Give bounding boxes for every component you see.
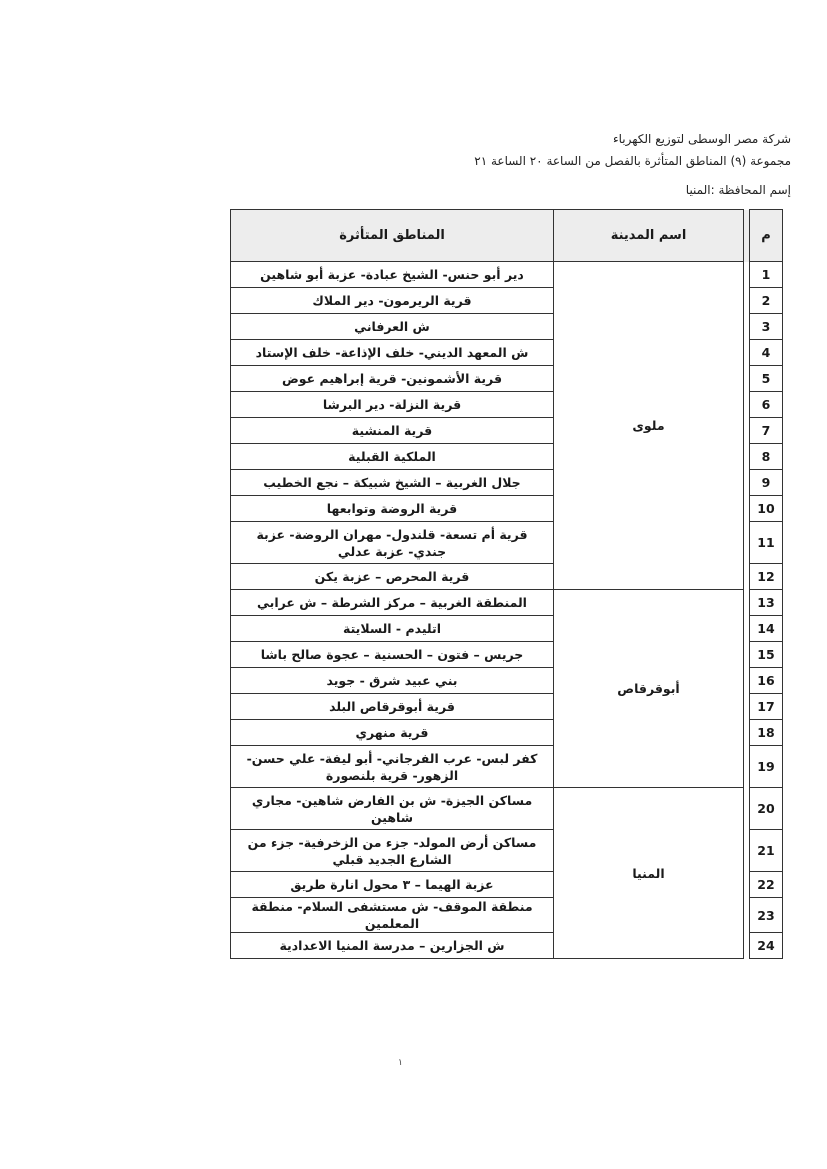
table-row	[231, 788, 783, 830]
row-number: 2	[750, 288, 783, 314]
affected-area: قرية الأشمونين- قرية إبراهيم عوض	[231, 366, 554, 392]
affected-area: ش العرفاني	[231, 314, 554, 340]
column-separator	[744, 642, 750, 668]
column-separator	[744, 392, 750, 418]
affected-area: قرية المنشية	[231, 418, 554, 444]
affected-area: مساكن أرض المولد- جزء من الزخرفية- جزء من الشارع الجديد قبلي	[231, 830, 554, 872]
column-separator	[744, 340, 750, 366]
column-separator	[744, 746, 750, 788]
row-number: 21	[750, 830, 783, 872]
row-number: 11	[750, 522, 783, 564]
affected-area: قرية منهري	[231, 720, 554, 746]
column-separator	[744, 872, 750, 898]
affected-area: كفر لبس- عرب الفرجاني- أبو ليفة- علي حسن- الزهور- قرية بلنصورة	[231, 746, 554, 788]
column-header-areas: المناطق المتأثرة	[231, 210, 554, 262]
affected-area: اتليدم - السلايتة	[231, 616, 554, 642]
row-number: 7	[750, 418, 783, 444]
affected-area: دير أبو حنس- الشيخ عبادة- عزبة أبو شاهين	[231, 262, 554, 288]
row-number: 10	[750, 496, 783, 522]
page-number: ١	[398, 1058, 403, 1068]
row-number: 6	[750, 392, 783, 418]
column-separator	[744, 470, 750, 496]
row-number: 1	[750, 262, 783, 288]
table-header-row	[231, 210, 783, 262]
column-separator	[744, 788, 750, 830]
affected-area: منطقة الموقف- ش مستشفى السلام- منطقة المعلمين	[231, 898, 554, 933]
row-number: 16	[750, 668, 783, 694]
table-body	[231, 262, 783, 959]
row-number: 24	[750, 933, 783, 959]
column-separator	[744, 564, 750, 590]
affected-area: قرية المحرص – عزبة يكن	[231, 564, 554, 590]
column-separator	[744, 444, 750, 470]
table-row	[231, 590, 783, 616]
affected-area: جلال الغربية – الشيخ شبيكة – نجع الخطيب	[231, 470, 554, 496]
affected-area: المنطقة الغربية – مركز الشرطة – ش عرابي	[231, 590, 554, 616]
company-name: شركة مصر الوسطى لتوزيع الكهرباء	[612, 132, 791, 146]
city-name: أبوقرقاص	[554, 590, 744, 788]
affected-area: ش الجزارين – مدرسة المنيا الاعدادية	[231, 933, 554, 959]
column-separator	[744, 616, 750, 642]
row-number: 18	[750, 720, 783, 746]
affected-area: قرية الروضة وتوابعها	[231, 496, 554, 522]
row-number: 15	[750, 642, 783, 668]
affected-area: قرية الريرمون- دير الملاك	[231, 288, 554, 314]
column-separator	[744, 288, 750, 314]
table-row	[231, 262, 783, 288]
affected-area: قرية أم تسعة- قلندول- مهران الروضة- عزبة جندي- عزبة عدلي	[231, 522, 554, 564]
column-separator	[744, 590, 750, 616]
affected-area: جريس – فتون – الحسنية – عجوة صالح باشا	[231, 642, 554, 668]
column-separator	[744, 898, 750, 933]
column-separator	[744, 418, 750, 444]
affected-area: الملكية القبلية	[231, 444, 554, 470]
row-number: 19	[750, 746, 783, 788]
column-separator	[744, 366, 750, 392]
column-separator	[744, 210, 750, 262]
column-separator	[744, 496, 750, 522]
affected-area: بني عبيد شرق - جويد	[231, 668, 554, 694]
column-separator	[744, 522, 750, 564]
group-title: مجموعة (٩) المناطق المتأثرة بالفصل من الساعة ٢٠ الساعة ٢١	[474, 154, 791, 168]
affected-area: قرية أبوقرقاص البلد	[231, 694, 554, 720]
column-separator	[744, 933, 750, 959]
row-number: 5	[750, 366, 783, 392]
column-separator	[744, 694, 750, 720]
city-name: ملوى	[554, 262, 744, 590]
column-separator	[744, 262, 750, 288]
affected-area: عزبة الهيما – ٣ محول انارة طريق	[231, 872, 554, 898]
row-number: 17	[750, 694, 783, 720]
affected-area: مساكن الجيزة- ش بن الفارض شاهين- مجاري شاهين	[231, 788, 554, 830]
row-number: 12	[750, 564, 783, 590]
column-separator	[744, 668, 750, 694]
row-number: 23	[750, 898, 783, 933]
column-separator	[744, 314, 750, 340]
governorate-label: إسم المحافظة :المنيا	[685, 183, 791, 197]
row-number: 20	[750, 788, 783, 830]
row-number: 22	[750, 872, 783, 898]
row-number: 4	[750, 340, 783, 366]
column-separator	[744, 830, 750, 872]
city-name: المنيا	[554, 788, 744, 959]
row-number: 9	[750, 470, 783, 496]
affected-area: قرية النزلة- دير البرشا	[231, 392, 554, 418]
affected-areas-table	[230, 209, 783, 959]
row-number: 14	[750, 616, 783, 642]
column-header-number: م	[750, 210, 783, 262]
row-number: 13	[750, 590, 783, 616]
column-header-city: اسم المدينة	[554, 210, 744, 262]
row-number: 3	[750, 314, 783, 340]
row-number: 8	[750, 444, 783, 470]
affected-area: ش المعهد الديني- خلف الإذاعة- خلف الإستاد	[231, 340, 554, 366]
column-separator	[744, 720, 750, 746]
